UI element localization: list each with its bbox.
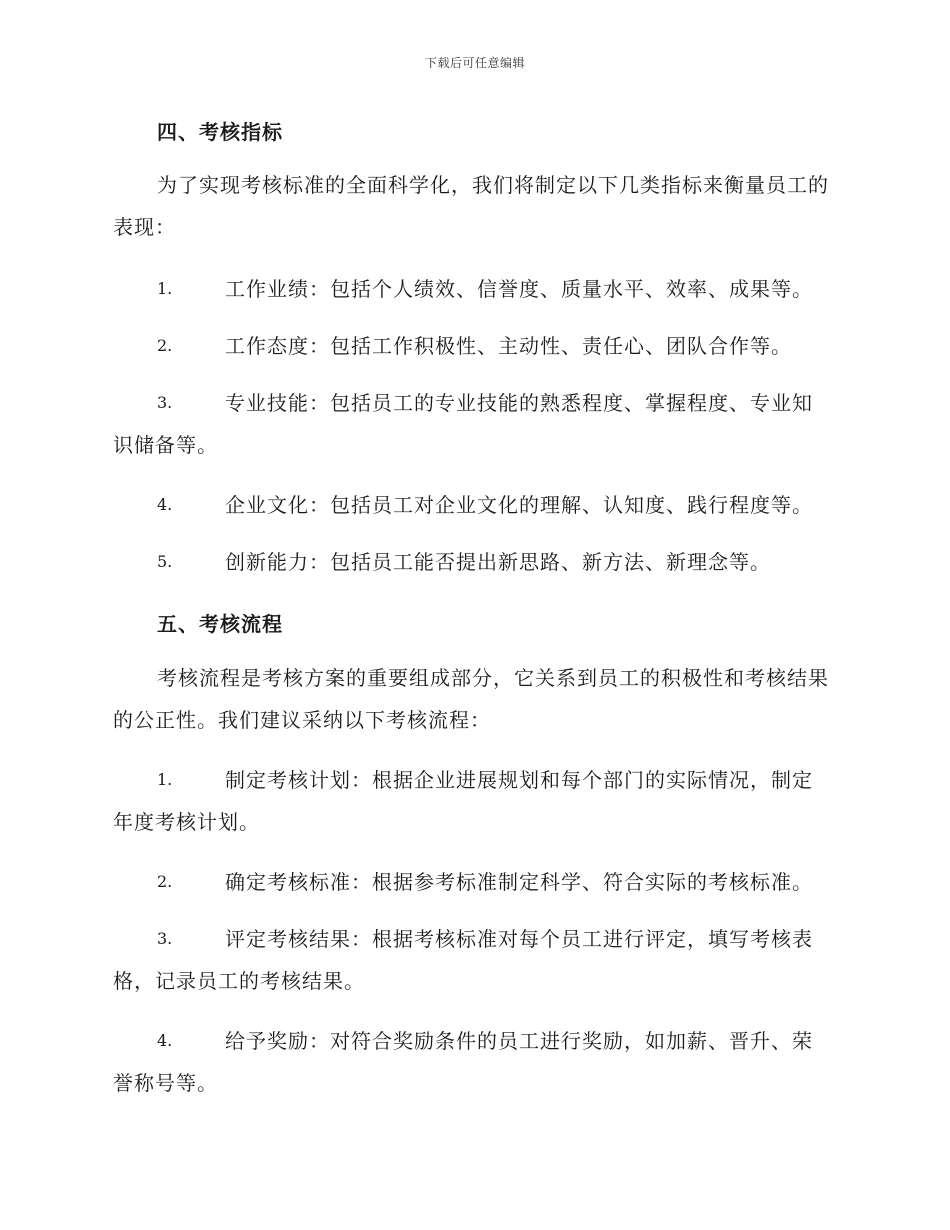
list-text: 制定考核计划：根据企业进展规划和每个部门的实际情况，制定年度考核计划。 (113, 768, 813, 834)
list-number: 3. (157, 393, 173, 412)
list-text: 确定考核标准：根据参考标准制定科学、符合实际的考核标准。 (225, 870, 813, 894)
list-number: 1. (157, 770, 173, 789)
list-item (113, 484, 833, 526)
list-text: 评定考核结果：根据考核标准对每个员工进行评定，填写考核表格，记录员工的考核结果。 (113, 927, 813, 993)
list-text: 企业文化：包括员工对企业文化的理解、认知度、践行程度等。 (225, 493, 813, 517)
list-number: 4. (157, 495, 173, 514)
list-item (113, 918, 833, 1002)
section4-intro: 为了实现考核标准的全面科学化，我们将制定以下几类指标来衡量员工的表现： (113, 173, 829, 239)
list-item (113, 268, 833, 310)
list-item (113, 541, 833, 583)
list-item (113, 759, 833, 843)
list-item (113, 382, 833, 466)
list-number: 1. (157, 279, 173, 298)
list-text: 专业技能：包括员工的专业技能的熟悉程度、掌握程度、专业知识储备等。 (113, 391, 813, 457)
section5-intro: 考核流程是考核方案的重要组成部分，它关系到员工的积极性和考核结果的公正性。我们建议采纳以下考核流程： (113, 666, 829, 732)
list-number: 5. (157, 552, 173, 571)
list-item (113, 861, 833, 903)
list-number: 2. (157, 872, 173, 891)
list-number: 2. (157, 336, 173, 355)
list-item (113, 325, 833, 367)
list-item (113, 1020, 833, 1104)
list-number: 4. (157, 1031, 173, 1050)
section-title-4: 四、考核指标 (157, 120, 283, 144)
list-text: 创新能力：包括员工能否提出新思路、新方法、新理念等。 (225, 550, 771, 574)
list-number: 3. (157, 929, 173, 948)
header-note: 下载后可任意编辑 (424, 56, 525, 70)
section-title-5: 五、考核流程 (157, 612, 283, 636)
list-text: 工作业绩：包括个人绩效、信誉度、质量水平、效率、成果等。 (225, 277, 813, 301)
list-text: 给予奖励：对符合奖励条件的员工进行奖励，如加薪、晋升、荣誉称号等。 (113, 1029, 813, 1095)
list-text: 工作态度：包括工作积极性、主动性、责任心、团队合作等。 (225, 334, 792, 358)
